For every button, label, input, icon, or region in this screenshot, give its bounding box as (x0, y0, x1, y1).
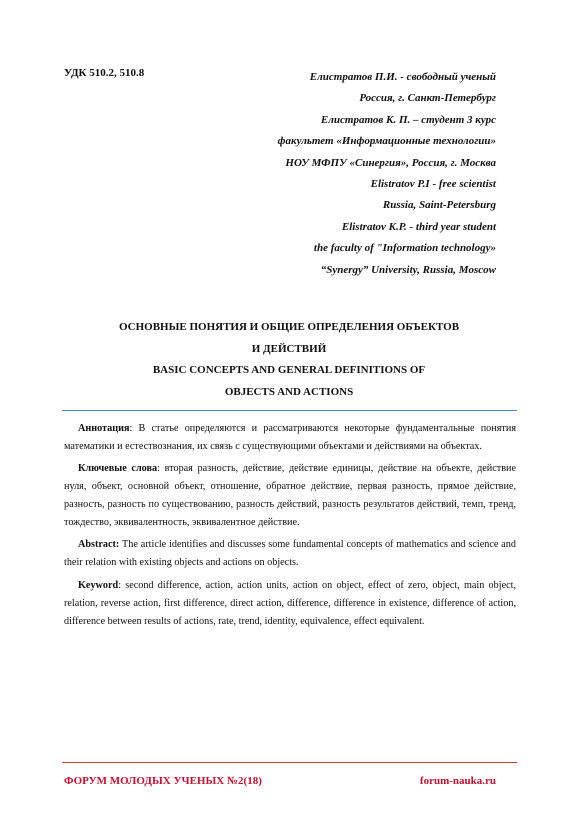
title-en-line: OBJECTS AND ACTIONS (224, 385, 354, 398)
keywords-en-paragraph (64, 577, 516, 631)
author-line: Russia, Saint-Petersburg (382, 199, 496, 212)
keywords-ru-paragraph (64, 460, 516, 532)
footer-separator-rule (62, 762, 517, 763)
author-line: Elistratov K.P. - third year student (341, 220, 496, 233)
paper-title (64, 317, 514, 403)
author-affiliations (176, 67, 496, 281)
title-en-line: BASIC CONCEPTS AND GENERAL DEFINITIONS OF (152, 364, 426, 376)
abstract-en-label: Abstract: (78, 539, 120, 551)
author-line: “Synergy” University, Russia, Moscow (320, 263, 496, 276)
abstract-ru-label: Аннотация (78, 423, 130, 434)
keywords-en-label: Keyword (78, 579, 119, 591)
author-line: Елистратов К. П. – студент 3 курс (320, 113, 496, 126)
title-ru-line: И ДЕЙСТВИЙ (251, 342, 327, 355)
author-line: the faculty of "Information technology» (313, 242, 496, 255)
keywords-ru-text: : вторая разность, действие, действие единицы, действие на объекте, действие нуля, объект, основной объект, отношение, обратное действие, первая разность, прямое действие, разность, разность по существованию, разность действий, разность результатов действий, темп, тренд, тождество, эквивалентность, эквивалентное действие. (64, 463, 516, 529)
abstract-en-paragraph (64, 536, 516, 572)
title-separator-rule (62, 410, 517, 411)
abstract-section (64, 420, 516, 635)
journal-site-link[interactable]: forum-nauka.ru (419, 775, 496, 787)
keywords-ru-label: Ключевые слова (78, 463, 158, 475)
abstract-ru-paragraph (64, 420, 516, 456)
author-line: НОУ МФПУ «Синергия», Россия, г. Москва (285, 156, 496, 169)
title-ru-line: ОСНОВНЫЕ ПОНЯТИЯ И ОБЩИЕ ОПРЕДЕЛЕНИЯ ОБЪЕКТОВ (118, 321, 460, 333)
author-line: Elistratov P.I - free scientist (370, 178, 496, 191)
journal-name: ФОРУМ МОЛОДЫХ УЧЕНЫХ №2(18) (64, 775, 262, 787)
keywords-en-text: : second difference, action, action units, action on object, effect of zero, object, main object, relation, reverse action, first difference, direct action, difference, difference in existence, difference of action, difference between results of actions, rate, trend, identity, equivalence, effect equivalent. (64, 579, 516, 627)
author-line: факультет «Информационные технологии» (277, 135, 496, 148)
author-line: Россия, г. Санкт-Петербург (359, 92, 496, 105)
udk-code: УДК 510.2, 510.8 (64, 67, 145, 79)
abstract-ru-text: : В статье определяются и рассматриваются некоторые фундаментальные понятия математики и естествознания, их связь с существующими объектами и действиями на объектах. (64, 423, 516, 452)
author-line: Елистратов П.И. - свободный ученый (309, 71, 496, 83)
abstract-en-text: The article identifies and discusses some fundamental concepts of mathematics and science and their relation with existing objects and actions on objects. (64, 539, 516, 569)
